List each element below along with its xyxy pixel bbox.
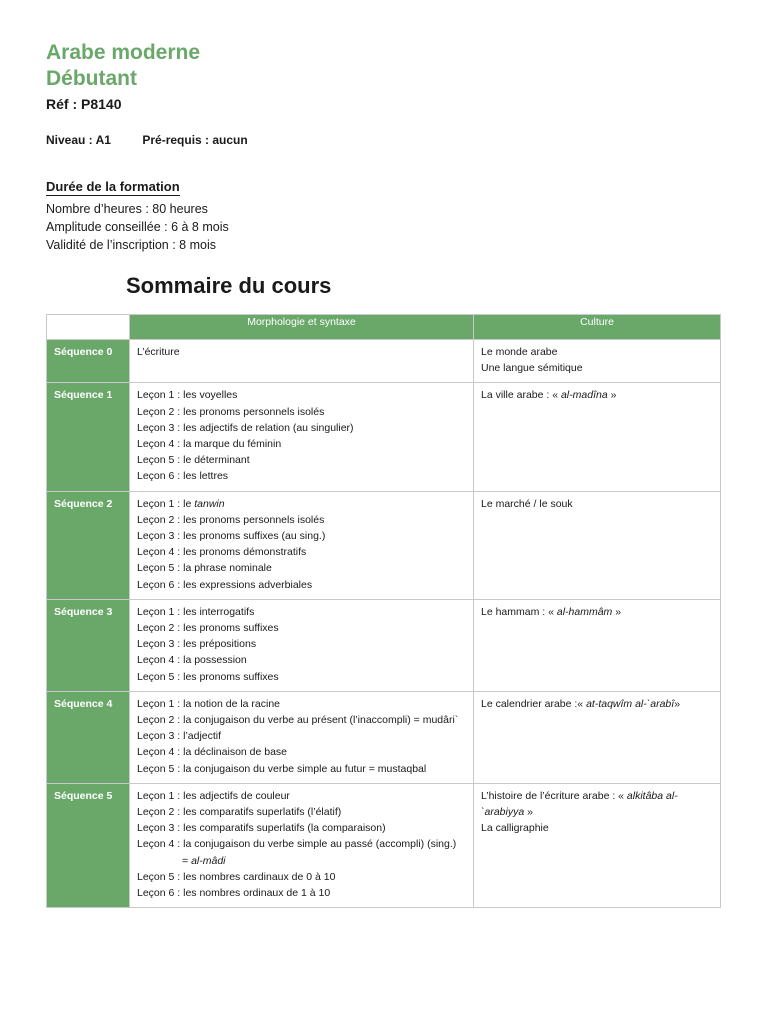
culture-line: Le marché / le souk [481, 497, 573, 510]
sommaire-heading: Sommaire du cours [126, 273, 332, 298]
duree-line: Nombre d’heures : 80 heures [46, 202, 208, 216]
morphologie-cell [130, 340, 474, 383]
lesson-line: Leçon 5 : la phrase nominale [137, 562, 272, 575]
lesson-line: Leçon 2 : les comparatifs superlatifs (l’élatif) [137, 806, 342, 819]
column-header-culture: Culture [474, 315, 721, 340]
sequence-label: Séquence 3 [47, 599, 130, 691]
column-header-morphologie: Morphologie et syntaxe [130, 315, 474, 340]
table-header-row [47, 315, 721, 340]
culture-line: La ville arabe : « al-madîna » [481, 389, 617, 402]
title-line-1: Arabe moderne [46, 41, 201, 64]
lesson-line: L’écriture [137, 346, 180, 358]
course-title [46, 40, 200, 92]
culture-line: Une langue sémitique [481, 362, 583, 375]
morphologie-cell [130, 383, 474, 491]
duree-line: Amplitude conseillée : 6 à 8 mois [46, 220, 229, 234]
lesson-line: Leçon 3 : les comparatifs superlatifs (la comparaison) [137, 822, 386, 835]
lesson-line: Leçon 5 : les nombres cardinaux de 0 à 10 [137, 870, 336, 883]
lesson-line: Leçon 3 : l’adjectif [137, 730, 222, 743]
culture-line: Le monde arabe [481, 346, 558, 358]
table-row [47, 783, 721, 907]
lesson-line: Leçon 6 : les expressions adverbiales [137, 578, 313, 591]
table-row [47, 599, 721, 691]
culture-cell [474, 783, 721, 907]
lesson-line: Leçon 4 : la marque du féminin [137, 438, 282, 451]
morphologie-cell [130, 691, 474, 783]
lesson-line: Leçon 4 : la déclinaison de base [137, 746, 288, 759]
table-corner [47, 315, 130, 340]
lesson-line: Leçon 1 : les adjectifs de couleur [137, 789, 290, 802]
lesson-line: Leçon 1 : le tanwin [137, 497, 225, 510]
niveau-label: Niveau : A1 [46, 133, 111, 147]
lesson-line: Leçon 1 : les interrogatifs [137, 605, 255, 618]
title-line-2: Débutant [46, 67, 137, 90]
culture-line: L’histoire de l’écriture arabe : « alkitâba al-`arabiyya » [481, 789, 678, 819]
lesson-line: Leçon 2 : les pronoms personnels isolés [137, 405, 325, 418]
table-row [47, 691, 721, 783]
culture-cell [474, 599, 721, 691]
culture-line: La calligraphie [481, 822, 549, 835]
lesson-line: Leçon 6 : les lettres [137, 470, 229, 483]
course-table [46, 314, 721, 908]
sequence-label: Séquence 0 [47, 340, 130, 383]
culture-cell [474, 491, 721, 599]
culture-cell [474, 383, 721, 491]
reference: Réf : P8140 [46, 96, 122, 112]
lesson-line: Leçon 1 : les voyelles [137, 389, 238, 402]
sequence-label: Séquence 4 [47, 691, 130, 783]
lesson-line: Leçon 3 : les prépositions [137, 638, 257, 651]
morphologie-cell [130, 783, 474, 907]
table-row [47, 340, 721, 383]
sequence-label: Séquence 2 [47, 491, 130, 599]
lesson-line: Leçon 1 : la notion de la racine [137, 697, 281, 710]
lesson-line: Leçon 3 : les pronoms suffixes (au sing.) [137, 530, 326, 543]
sequence-label: Séquence 1 [47, 383, 130, 491]
morphologie-cell [130, 491, 474, 599]
lesson-line: Leçon 2 : la conjugaison du verbe au présent (l’inaccompli) = mudâri` [137, 714, 459, 727]
culture-cell [474, 691, 721, 783]
lesson-line: Leçon 4 : la possession [137, 654, 247, 667]
lesson-line: Leçon 4 : la conjugaison du verbe simple au passé (accompli) (sing.) [137, 838, 457, 851]
lesson-line-continuation: = al-mâdi [182, 854, 226, 867]
culture-cell [474, 340, 721, 383]
table-row [47, 491, 721, 599]
lesson-line: Leçon 6 : les nombres ordinaux de 1 à 10 [137, 887, 331, 900]
course-meta [46, 133, 248, 147]
culture-line: Le hammam : « al-hammâm » [481, 605, 622, 618]
lesson-line: Leçon 2 : les pronoms suffixes [137, 622, 279, 635]
lesson-line: Leçon 5 : la conjugaison du verbe simple au futur = mustaqbal [137, 762, 427, 775]
lesson-line: Leçon 4 : les pronoms démonstratifs [137, 546, 307, 559]
lesson-line: Leçon 5 : le déterminant [137, 454, 250, 467]
lesson-line: Leçon 2 : les pronoms personnels isolés [137, 513, 325, 526]
sequence-label: Séquence 5 [47, 783, 130, 907]
duree-heading: Durée de la formation [46, 179, 180, 194]
lesson-line: Leçon 5 : les pronoms suffixes [137, 670, 279, 683]
table-row [47, 383, 721, 491]
duree-details [46, 200, 229, 254]
morphologie-cell [130, 599, 474, 691]
culture-line: Le calendrier arabe :« at-taqwîm al-`arabî» [481, 697, 681, 710]
duree-line: Validité de l’inscription : 8 mois [46, 238, 216, 252]
prerequis-label: Pré-requis : aucun [142, 133, 248, 147]
lesson-line: Leçon 3 : les adjectifs de relation (au singulier) [137, 421, 354, 434]
